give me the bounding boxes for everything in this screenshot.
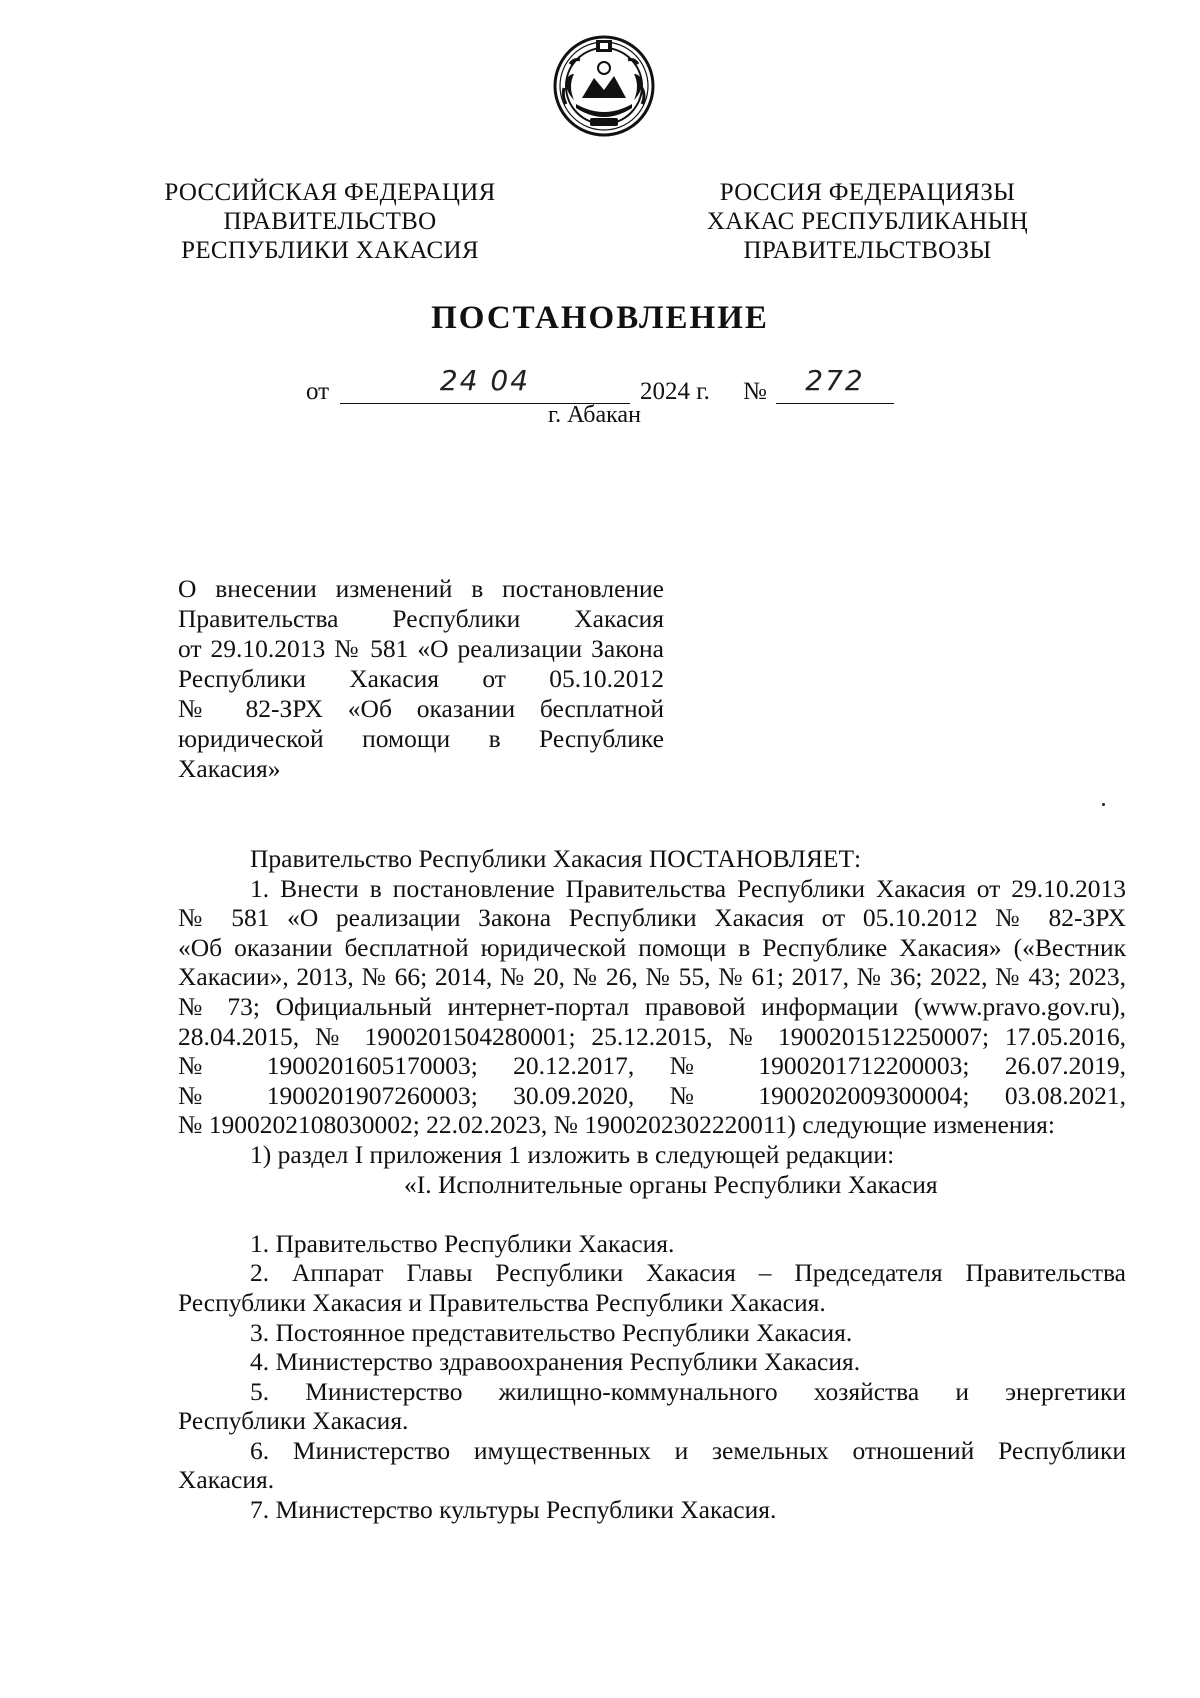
header-right-block	[680, 178, 1055, 265]
paragraph-1-line: № 1900201605170003; 20.12.2017, № 1900201712200003; 26.07.2019,	[178, 1051, 1126, 1081]
header-right-line-1: РОССИЯ ФЕДЕРАЦИЯЗЫ	[719, 179, 1016, 206]
resolves-line: Правительство Республики Хакасия ПОСТАНОВЛЯЕТ:	[250, 844, 862, 873]
paragraph-1-line: 1. Внести в постановление Правительства Республики Хакасия от 29.10.2013	[250, 873, 1126, 903]
handwritten-date: 24 04	[439, 364, 531, 397]
body-text	[178, 844, 1126, 1525]
number-blank	[776, 364, 894, 404]
city-label: г. Абакан	[548, 402, 641, 428]
paragraph-1-line: № 581 «О реализации Закона Республики Хакасия от 05.10.2012 № 82-ЗРХ	[178, 903, 1126, 933]
header-left-line-3: РЕСПУБЛИКИ ХАКАСИЯ	[181, 237, 479, 264]
subject-line: № 82-ЗРХ «Об оказании бесплатной	[178, 694, 664, 723]
paragraph-1-line: «Об оказании бесплатной юридической помощи в Республике Хакасия» («Вестник	[178, 932, 1126, 962]
stray-mark	[1102, 803, 1105, 806]
list-item: 7. Министерство культуры Республики Хакасия.	[250, 1495, 777, 1525]
paragraph-1-line: 28.04.2015, № 1900201504280001; 25.12.2015, № 1900201512250007; 17.05.2016,	[178, 1021, 1126, 1051]
section-title: «I. Исполнительные органы Республики Хакасия	[404, 1169, 938, 1199]
subject-line: О внесении изменений в постановление	[178, 574, 664, 603]
number-label: №	[743, 378, 767, 405]
handwritten-number: 272	[805, 364, 865, 397]
subject-line: Республики Хакасия от 05.10.2012	[178, 664, 664, 693]
subject-line: от 29.10.2013 № 581 «О реализации Закона	[178, 634, 664, 663]
list-item: Хакасия.	[178, 1465, 275, 1495]
list-item: 4. Министерство здравоохранения Республики Хакасия.	[250, 1347, 861, 1377]
paragraph-1-line: № 1900201907260003; 30.09.2020, № 1900202009300004; 03.08.2021,	[178, 1080, 1126, 1110]
list-item: 5. Министерство жилищно-коммунального хозяйства и энергетики	[250, 1376, 1126, 1406]
blank-line	[178, 1199, 1126, 1229]
year-label: 2024 г.	[640, 378, 710, 405]
list-item: 2. Аппарат Главы Республики Хакасия – Председателя Правительства	[250, 1258, 1126, 1288]
from-label: от	[306, 378, 330, 405]
paragraph-1-line: № 1900202108030002; 22.02.2023, № 1900202302220011) следующие изменения:	[178, 1110, 1055, 1140]
list-item: 6. Министерство имущественных и земельных отношений Республики	[250, 1435, 1126, 1465]
subitem-1: 1) раздел I приложения 1 изложить в следующей редакции:	[250, 1139, 895, 1169]
subject-line: Правительства Республики Хакасия	[178, 604, 664, 633]
header-right-line-2: ХАКАС РЕСПУБЛИКАНЫҢ	[706, 208, 1029, 235]
header-right-line-3: ПРАВИТЕЛЬСТВОЗЫ	[743, 237, 992, 264]
list-item: Республики Хакасия.	[178, 1406, 409, 1436]
list-item: 3. Постоянное представительство Республики Хакасия.	[250, 1317, 853, 1347]
subject-line: Хакасия»	[178, 754, 281, 783]
list-item: Республики Хакасия и Правительства Республики Хакасия.	[178, 1287, 826, 1317]
subject-block	[178, 574, 664, 784]
header-left-line-2: ПРАВИТЕЛЬСТВО	[223, 208, 437, 235]
document-title: ПОСТАНОВЛЕНИЕ	[431, 300, 769, 336]
header-left-block	[160, 178, 500, 265]
header-left-line-1: РОССИЙСКАЯ ФЕДЕРАЦИЯ	[164, 179, 496, 206]
list-item: 1. Правительство Республики Хакасия.	[250, 1228, 675, 1258]
coat-of-arms-emblem	[552, 34, 656, 138]
paragraph-1-line: Хакасии», 2013, № 66; 2014, № 20, № 26, № 55, № 61; 2017, № 36; 2022, № 43; 2023,	[178, 962, 1126, 992]
paragraph-1-line: № 73; Официальный интернет-портал правовой информации (www.pravo.gov.ru),	[178, 991, 1126, 1021]
subject-line: юридической помощи в Республике	[178, 724, 664, 753]
date-blank	[340, 364, 630, 404]
